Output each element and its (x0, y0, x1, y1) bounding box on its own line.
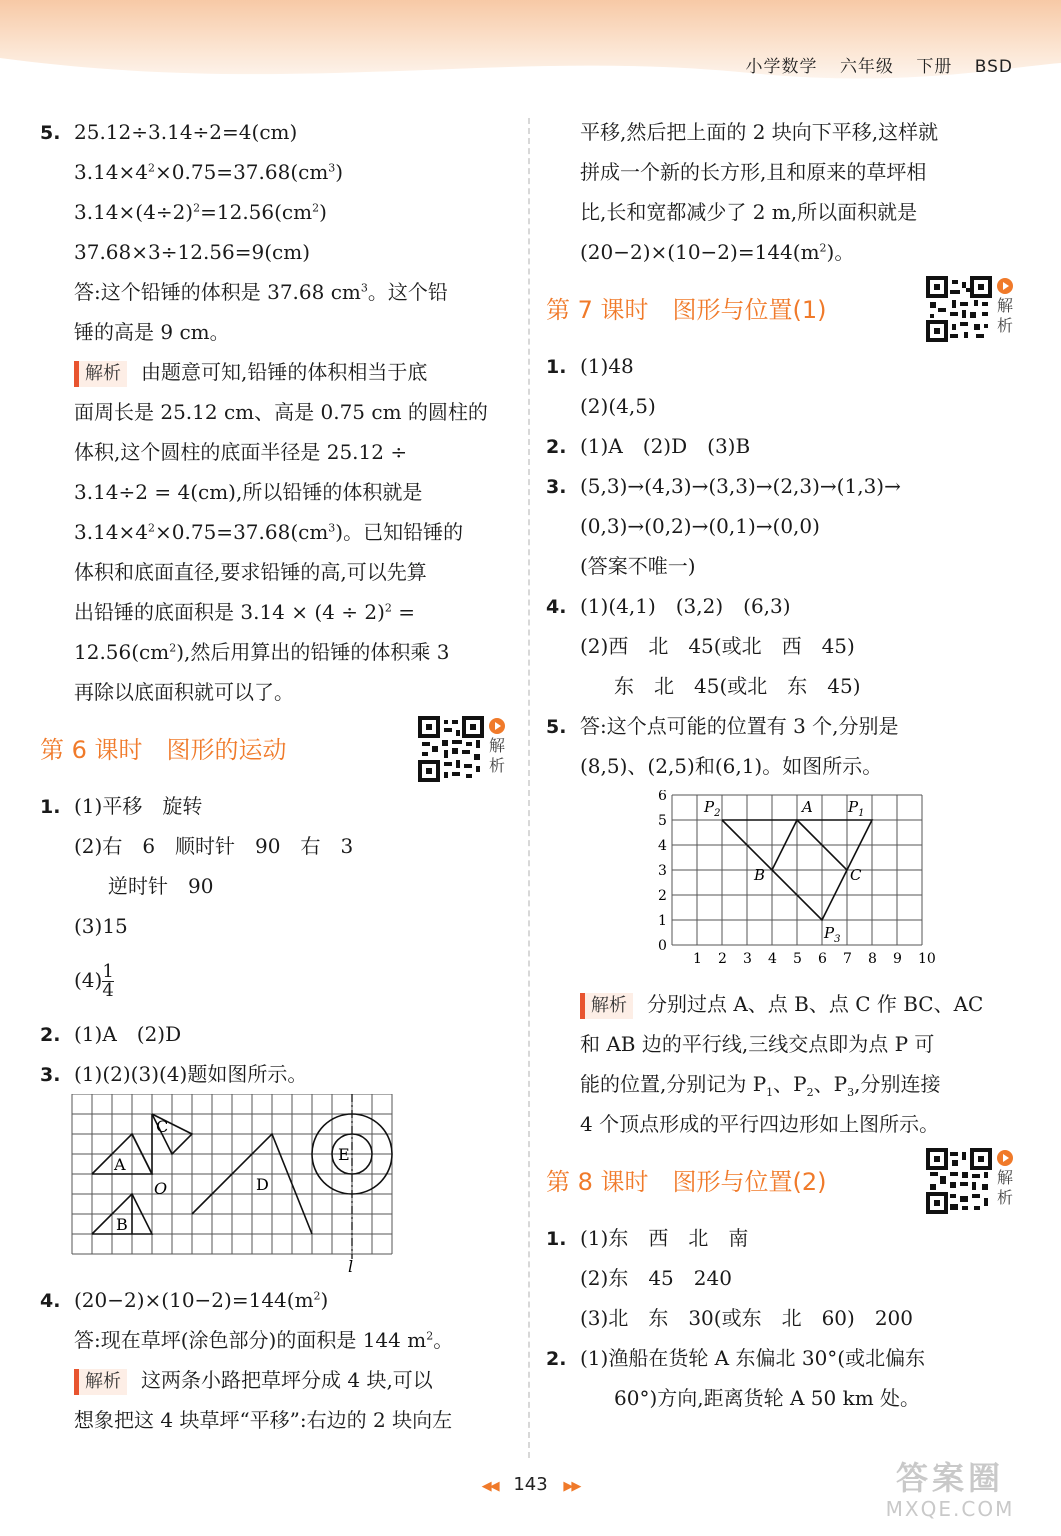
answer-text: (5,3)→(4,3)→(3,3)→(2,3)→(1,3)→ (580, 474, 901, 498)
answer-text: 25.12÷3.14÷2=4(cm) (74, 120, 298, 144)
figure-label: A (114, 1155, 126, 1174)
answer-text: (20−2)×(10−2)=144(m (74, 1288, 314, 1312)
question-number: 1. (40, 796, 61, 818)
explanation-text: 拼成一个新的长方形,且和原来的草坪相 (580, 160, 927, 184)
answer-text: (8,5)、(2,5)和(6,1)。如图所示。 (580, 754, 883, 778)
answer-text: 3.14×4 (74, 160, 149, 184)
fraction-numerator: 1 (102, 961, 114, 982)
answer-line (546, 746, 1016, 786)
answer-line (546, 586, 1016, 626)
play-icon (997, 1150, 1013, 1166)
answer-line (40, 866, 508, 906)
answer-line (546, 506, 1016, 546)
question-number: 5. (546, 716, 567, 738)
left-column (40, 112, 508, 1440)
edition-label: BSD (974, 57, 1013, 77)
superscript: 3 (328, 161, 336, 175)
x-tick-label: 7 (843, 951, 852, 967)
answer-text: (1)东 西 北 南 (580, 1226, 749, 1250)
superscript: 2 (313, 1289, 321, 1303)
answer-line (40, 826, 508, 866)
page-number: 143 (513, 1474, 548, 1495)
transformation-grid-figure (70, 1094, 430, 1274)
answer-line (40, 946, 508, 1014)
answer-text: (2)右 6 顺时针 90 右 3 (74, 834, 354, 858)
answer-line (546, 466, 1016, 506)
superscript: 2 (384, 601, 392, 615)
column-divider (528, 118, 530, 1458)
volume-label: 下册 (916, 57, 953, 77)
answer-line (40, 232, 508, 272)
y-tick-label: 2 (658, 888, 667, 904)
answer-text: (4) (74, 968, 103, 992)
superscript: 2 (169, 641, 177, 655)
figure-label: E (338, 1145, 350, 1164)
superscript: 2 (193, 201, 201, 215)
y-tick-label: 0 (658, 938, 667, 954)
explanation-label: 解析 (74, 1369, 127, 1395)
explanation-text: 12.56(cm (74, 640, 170, 664)
section-title: 第 7 课时 图形与位置(1) (546, 296, 827, 324)
x-tick-label: 8 (868, 951, 877, 967)
superscript: 2 (148, 161, 156, 175)
watermark-url: MXQE.COM (885, 1497, 1015, 1521)
answer-text: (3)15 (74, 914, 128, 938)
explanation-text: = (391, 600, 416, 624)
y-tick-label: 6 (658, 790, 667, 804)
point-label: $P_2$ (704, 798, 721, 819)
subscript: 1 (766, 1086, 774, 1099)
answer-line (40, 1320, 508, 1360)
question-number: 4. (546, 596, 567, 618)
explanation-continued (546, 112, 1016, 272)
answer-text: (2)西 北 45(或北 西 45) (580, 634, 855, 658)
answer-line (40, 312, 508, 352)
section-title: 第 8 课时 图形与位置(2) (546, 1168, 827, 1196)
explanation-text: 体积和底面直径,要求铅锤的高,可以先算 (74, 560, 427, 584)
answer-text: =12.56(cm (200, 200, 313, 224)
answer-line (546, 1258, 1016, 1298)
question-number: 3. (40, 1064, 61, 1086)
qr-code-icon[interactable] (418, 716, 484, 782)
figure-label: O (154, 1179, 168, 1198)
point-label: B (754, 866, 766, 884)
explanation-text: ,分别连接 (854, 1072, 941, 1096)
answer-text: 3.14×(4÷2) (74, 200, 194, 224)
superscript: 2 (426, 1329, 434, 1343)
explanation-text: ),然后用算出的铅锤的体积乘 3 (176, 640, 450, 664)
answer-text: 答:现在草坪(涂色部分)的面积是 144 m (74, 1328, 427, 1352)
right-column (546, 112, 1016, 1418)
answer-text: (1)平移 旋转 (74, 794, 203, 818)
answer-text: (1)(2)(3)(4)题如图所示。 (74, 1062, 308, 1086)
subscript: 3 (847, 1086, 855, 1099)
answer-line (546, 1298, 1016, 1338)
explanation-text: )。已知铅锤的 (335, 520, 464, 544)
superscript: 2 (819, 241, 827, 255)
prev-arrows-icon: ◀◀ (481, 1479, 498, 1494)
x-tick-label: 9 (893, 951, 902, 967)
answer-line: $3.14\times(4\div 2)^2=12.56(cm^2)$ (74, 200, 327, 224)
qr-tag (486, 718, 508, 776)
answer-text: (1)A (2)D (74, 1022, 182, 1046)
answer-line (546, 1378, 1016, 1418)
answer-text: ) (320, 1288, 329, 1312)
y-tick-label: 4 (658, 838, 667, 854)
question-number: 1. (546, 356, 567, 378)
y-tick-label: 3 (658, 863, 667, 879)
y-tick-label: 1 (658, 913, 667, 929)
qr-tag-text: 解析 (488, 736, 505, 775)
x-tick-label: 3 (743, 951, 752, 967)
qr-code-icon[interactable] (926, 276, 992, 342)
figure-label: l (348, 1257, 354, 1274)
explanation-text: 能的位置,分别记为 P (580, 1072, 767, 1096)
x-tick-label: 1 (693, 951, 702, 967)
watermark (855, 1460, 1045, 1530)
question-number: 1. (546, 1228, 567, 1250)
next-arrows-icon: ▶▶ (563, 1479, 580, 1494)
x-tick-label: 4 (768, 951, 777, 967)
answer-text: (0,3)→(0,2)→(0,1)→(0,0) (580, 514, 820, 538)
answer-text: 。这个铅 (367, 280, 448, 304)
superscript: 2 (148, 521, 156, 535)
x-tick-label: 5 (793, 951, 802, 967)
answer-line (546, 1218, 1016, 1258)
explanation-text: 体积,这个圆柱的底面半径是 25.12 ÷ (74, 440, 408, 464)
explanation-text: (20−2)×(10−2)=144(m (580, 240, 820, 264)
answer-line (546, 386, 1016, 426)
figure-label: B (116, 1215, 128, 1234)
qr-tag-text: 解析 (996, 296, 1013, 335)
question-number: 2. (40, 1024, 61, 1046)
explanation-block (546, 984, 1016, 1144)
explanation-text: 这两条小路把草坪分成 4 块,可以 (141, 1368, 433, 1392)
answer-line (40, 786, 508, 826)
answer-line (546, 706, 1016, 746)
answer-line (546, 546, 1016, 586)
explanation-text: 4 个顶点形成的平行四边形如上图所示。 (580, 1112, 940, 1136)
x-tick-label: 2 (718, 951, 727, 967)
section-header (40, 716, 508, 786)
answer-text: (1)渔船在货轮 A 东偏北 30°(或北偏东 (580, 1346, 926, 1370)
explanation-text: )。 (826, 240, 855, 264)
x-tick-label: 10 (918, 951, 936, 967)
explanation-text: 比,长和宽都减少了 2 m,所以面积就是 (580, 200, 918, 224)
explanation-text: 面周长是 25.12 cm、高是 0.75 cm 的圆柱的 (74, 400, 488, 424)
answer-text: 答:这个铅锤的体积是 37.68 cm (74, 280, 361, 304)
fraction-denominator: 4 (102, 980, 114, 1001)
x-tick-label: 6 (818, 951, 827, 967)
superscript: 3 (360, 281, 368, 295)
explanation-text: 、P (813, 1072, 848, 1096)
fraction (102, 963, 113, 1000)
answer-text: (3)北 东 30(或东 北 60) 200 (580, 1306, 914, 1330)
explanation-block (40, 352, 508, 712)
answer-line (40, 1014, 508, 1054)
explanation-text: 、P (773, 1072, 807, 1096)
answer-text: ×0.75=37.68(cm (155, 160, 329, 184)
explanation-text: 3.14÷2 = 4(cm),所以铅锤的体积就是 (74, 480, 423, 504)
subject-label: 小学数学 (745, 57, 818, 77)
question-number: 5. (40, 122, 61, 144)
explanation-text: 平移,然后把上面的 2 块向下平移,这样就 (580, 120, 939, 144)
watermark-text: 答案圈 (895, 1459, 1004, 1497)
question-number: 2. (546, 1348, 567, 1370)
explanation-block (40, 1360, 508, 1440)
answer-text: (1)(4,1) (3,2) (6,3) (580, 594, 791, 618)
coordinate-grid-figure (646, 790, 946, 980)
play-icon (997, 278, 1013, 294)
point-label: $P_1$ (848, 798, 865, 819)
explanation-text: 再除以底面积就可以了。 (74, 680, 294, 704)
answer-line (40, 112, 508, 152)
subscript: 2 (806, 1086, 814, 1099)
answer-line (40, 1280, 508, 1320)
answer-text: 逆时针 90 (108, 874, 214, 898)
answer-text: 答:这个点可能的位置有 3 个,分别是 (580, 714, 899, 738)
explanation-text: 分别过点 A、点 B、点 C 作 BC、AC (647, 992, 984, 1016)
answer-text: 锤的高是 9 cm。 (74, 320, 230, 344)
point-label: A (802, 798, 813, 816)
point-label: C (850, 866, 862, 884)
qr-code-icon[interactable] (926, 1148, 992, 1214)
answer-line (40, 1054, 508, 1094)
explanation-text: 出铅锤的底面积是 3.14 × (4 ÷ 2) (74, 600, 385, 624)
qr-tag (994, 278, 1016, 336)
answer-text: (2)东 45 240 (580, 1266, 732, 1290)
answer-text: (1)A (2)D (3)B (580, 434, 751, 458)
answer-line (40, 272, 508, 312)
answer-text: 。 (433, 1328, 454, 1352)
figure-label: C (156, 1117, 169, 1136)
qr-tag-text: 解析 (996, 1168, 1013, 1207)
section-header (546, 1148, 1016, 1218)
answer-text: 60°)方向,距离货轮 A 50 km 处。 (614, 1386, 921, 1410)
book-info (730, 52, 1013, 77)
play-icon (489, 718, 505, 734)
answer-text: 东 北 45(或北 东 45) (614, 674, 861, 698)
answer-text: (答案不唯一) (580, 554, 696, 578)
question-number: 3. (546, 476, 567, 498)
explanation-text: ×0.75=37.68(cm (155, 520, 329, 544)
answer-text: (1)48 (580, 354, 634, 378)
explanation-text: 想象把这 4 块草坪“平移”:右边的 2 块向左 (74, 1408, 453, 1432)
explanation-label: 解析 (74, 361, 127, 387)
answer-text: 37.68×3÷12.56=9(cm) (74, 240, 311, 264)
answer-line (546, 1338, 1016, 1378)
answer-line: $3.14\times 4^2\times 0.75=37.68(cm^3)$ (74, 160, 344, 184)
answer-line (546, 626, 1016, 666)
answer-line (546, 426, 1016, 466)
explanation-label: 解析 (580, 993, 633, 1019)
question-number: 2. (546, 436, 567, 458)
explanation-text: 和 AB 边的平行线,三线交点即为点 P 可 (580, 1032, 935, 1056)
figure-label: D (256, 1175, 269, 1194)
qr-tag (994, 1150, 1016, 1208)
grade-label: 六年级 (839, 57, 894, 77)
answer-line (40, 906, 508, 946)
superscript: 3 (328, 521, 336, 535)
explanation-text: 3.14×4 (74, 520, 149, 544)
point-label: $P_3$ (824, 924, 841, 945)
section-header (546, 276, 1016, 346)
y-tick-label: 5 (658, 813, 667, 829)
question-number: 4. (40, 1290, 61, 1312)
answer-line (546, 666, 1016, 706)
answer-text: (2)(4,5) (580, 394, 656, 418)
superscript: 2 (312, 201, 320, 215)
explanation-text: 由题意可知,铅锤的体积相当于底 (141, 360, 428, 384)
answer-line (546, 346, 1016, 386)
section-title: 第 6 课时 图形的运动 (40, 736, 287, 764)
